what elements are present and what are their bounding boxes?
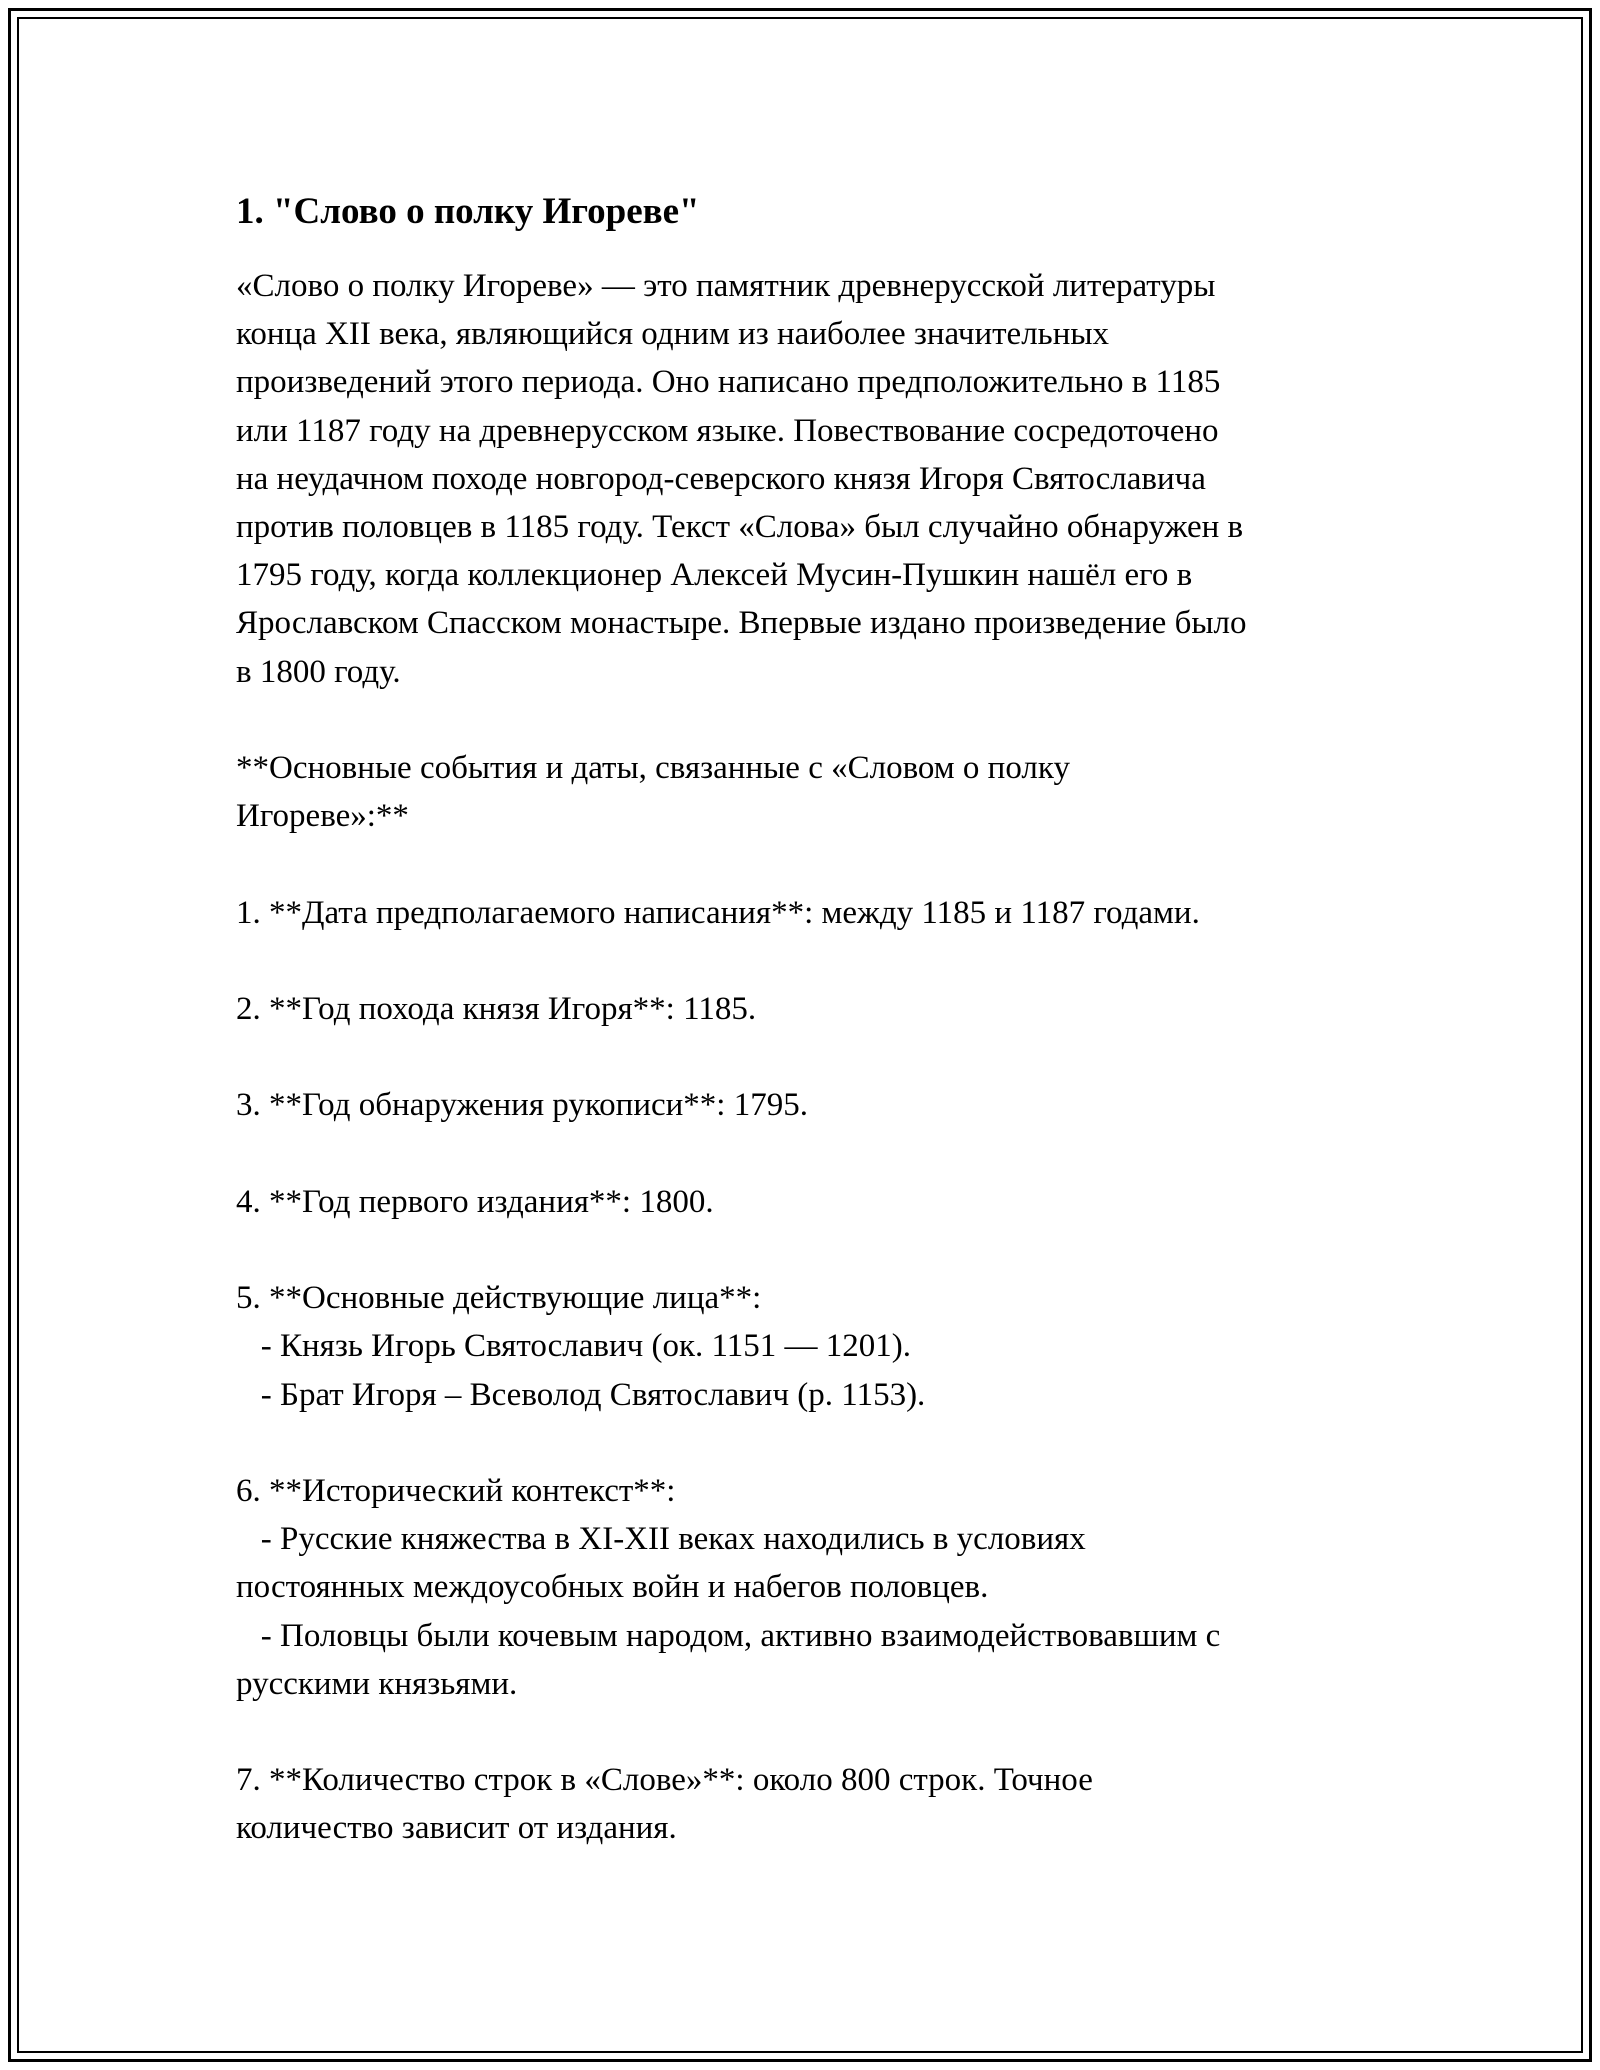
- paragraph-gap: [236, 696, 1396, 744]
- list-item-line: 7. **Количество строк в «Слове»**: около 800 строк. Точное: [236, 1762, 1093, 1799]
- intro-line: конца XII века, являющийся одним из наиболее значительных: [236, 316, 1110, 353]
- events-heading: [236, 744, 1396, 840]
- list-item-5: [236, 1274, 1396, 1419]
- list-item-line: 2. **Год похода князя Игоря**: 1185.: [236, 991, 757, 1027]
- intro-line: «Слово о полку Игореве» — это памятник древнерусской литературы: [236, 268, 1216, 304]
- paragraph-gap: [236, 840, 1396, 888]
- list-item-line: 3. **Год обнаружения рукописи**: 1795.: [236, 1087, 808, 1124]
- sub-item-line: - Половцы были кочевым народом, активно взаимодействовавшим с: [236, 1617, 1221, 1654]
- paragraph-gap: [236, 1419, 1396, 1467]
- list-item-line: 6. **Исторический контекст**:: [236, 1472, 676, 1509]
- list-item-line: 1. **Дата предполагаемого написания**: между 1185 и 1187 годами.: [236, 894, 1200, 931]
- document-heading: 1. "Слово о полку Игореве": [236, 191, 700, 232]
- list-item-1: [236, 889, 1396, 937]
- list-item-line: 5. **Основные действующие лица**:: [236, 1280, 762, 1317]
- events-heading-line: **Основные события и даты, связанные с «Словом о полку: [236, 750, 1070, 787]
- sub-item-line: постоянных междоусобных войн и набегов половцев.: [236, 1569, 989, 1606]
- intro-line: Ярославском Спасском монастыре. Впервые издано произведение было: [236, 605, 1247, 642]
- document-body: [236, 190, 1396, 1853]
- sub-item-line: - Русские княжества в XI-XII веках находились в условиях: [236, 1521, 1086, 1558]
- list-item-7: [236, 1756, 1396, 1852]
- list-item-2: [236, 985, 1396, 1033]
- sub-item-line: - Брат Игоря – Всеволод Святославич (р. 1153).: [236, 1376, 926, 1413]
- paragraph-gap: [236, 1226, 1396, 1274]
- paragraph-gap: [236, 1708, 1396, 1756]
- paragraph-gap: [236, 1033, 1396, 1081]
- intro-line: произведений этого периода. Оно написано предположительно в 1185: [236, 364, 1221, 401]
- intro-line: в 1800 году.: [236, 653, 401, 690]
- paragraph-gap: [236, 1130, 1396, 1178]
- paragraph-gap: [236, 937, 1396, 985]
- intro-paragraph: [236, 262, 1396, 696]
- intro-line: или 1187 году на древнерусском языке. Повествование сосредоточено: [236, 412, 1219, 449]
- list-item-line: 4. **Год первого издания**: 1800.: [236, 1183, 714, 1220]
- intro-line: на неудачном походе новгород-северского князя Игоря Святославича: [236, 460, 1206, 497]
- list-item-line: количество зависит от издания.: [236, 1810, 677, 1847]
- sub-item-line: - Князь Игорь Святославич (ок. 1151 — 1201).: [236, 1328, 912, 1365]
- list-item-3: [236, 1081, 1396, 1129]
- list-item-6: [236, 1467, 1396, 1708]
- intro-line: 1795 году, когда коллекционер Алексей Мусин-Пушкин нашёл его в: [236, 557, 1193, 594]
- list-item-4: [236, 1178, 1396, 1226]
- intro-line: против половцев в 1185 году. Текст «Слова» был случайно обнаружен в: [236, 509, 1244, 546]
- sub-item-line: русскими князьями.: [236, 1665, 518, 1702]
- events-heading-line: Игореве»:**: [236, 798, 409, 835]
